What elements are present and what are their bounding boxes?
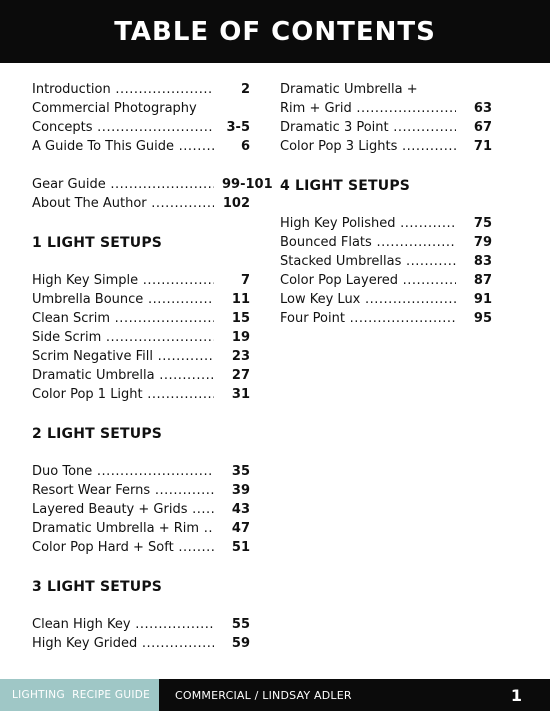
toc-entry-title: Dramatic 3 Point ..... [280,118,456,137]
toc-entry-title: Resort Wear Ferns ..... [32,481,214,500]
toc-entry-page: 43 [231,502,250,517]
toc-entry[interactable] [32,462,250,481]
toc-entry-title: Clean High Key ..... [32,615,214,634]
spacer [280,156,492,175]
spacer [32,213,250,232]
toc-entry-title: Introduction ..... [32,80,214,99]
toc-entry[interactable] [32,99,250,118]
toc-entry[interactable] [32,194,250,213]
guide-label: LIGHTING RECIPE GUIDE [12,689,151,701]
toc-entry[interactable] [32,137,250,156]
toc-entry-title: Dramatic Umbrella + Rim ..... [32,519,214,538]
toc-entry-page: 23 [231,349,250,364]
toc-entry-title: A Guide To This Guide ..... [32,137,214,156]
toc-entry[interactable] [280,214,492,233]
page-header [0,0,550,63]
spacer [32,156,250,175]
toc-entry[interactable] [32,500,250,519]
toc-entry-page: 102 [222,196,250,211]
toc-entry-title: Clean Scrim ..... [32,309,214,328]
toc-entry[interactable] [32,615,250,634]
toc-entry-page: 99-101 [222,177,273,192]
page-number: 1 [510,685,522,705]
toc-entry-page: 47 [231,521,250,536]
toc-entry-title: Commercial Photography [32,101,197,116]
toc-entry-title: Color Pop Layered ..... [280,271,456,290]
toc-entry[interactable] [32,481,250,500]
toc-entry-title: Color Pop Hard + Soft ..... [32,538,214,557]
toc-entry[interactable] [32,118,250,137]
toc-entry-title: Gear Guide ..... [32,175,214,194]
toc-entry-title: Bounced Flats ..... [280,233,456,252]
toc-entry-page: 67 [473,120,492,135]
toc-entry-title: Color Pop 1 Light ..... [32,385,214,404]
toc-entry[interactable] [32,366,250,385]
section-heading-2-light: 2 LIGHT SETUPS [32,426,163,442]
section-heading-4-light: 4 LIGHT SETUPS [280,178,411,194]
toc-entry-page: 11 [231,292,250,307]
guide-badge [0,679,159,711]
toc-entry-title: Four Point ..... [280,309,456,328]
toc-entry-page: 7 [240,273,250,288]
toc-entry-page: 55 [231,617,250,632]
toc-entry[interactable] [32,175,273,194]
toc-entry-page: 51 [231,540,250,555]
toc-entry-title: Low Key Lux ..... [280,290,456,309]
toc-entry[interactable] [32,538,250,557]
toc-entry-title: Dramatic Umbrella + [280,82,418,97]
toc-entry-title: Layered Beauty + Grids ..... [32,500,214,519]
page-footer [0,679,550,711]
toc-right-column [280,80,492,328]
toc-entry[interactable] [32,328,250,347]
section-heading-1-light: 1 LIGHT SETUPS [32,235,163,251]
toc-entry-title: High Key Polished ..... [280,214,456,233]
toc-entry-title: Duo Tone ..... [32,462,214,481]
toc-entry-page: 87 [473,273,492,288]
toc-entry-page: 3-5 [226,120,250,135]
section-heading-3-light: 3 LIGHT SETUPS [32,579,163,595]
toc-entry-page: 91 [473,292,492,307]
spacer [32,557,250,576]
toc-entry[interactable] [280,80,492,99]
toc-entry-title: High Key Simple ..... [32,271,214,290]
footer-credit: COMMERCIAL / LINDSAY ADLER [175,688,352,702]
toc-entry[interactable] [32,347,250,366]
toc-entry-title: About The Author ..... [32,194,214,213]
toc-entry-page: 59 [231,636,250,651]
toc-entry[interactable] [32,80,250,99]
toc-entry[interactable] [280,271,492,290]
toc-entry-page: 39 [231,483,250,498]
toc-entry-page: 71 [473,139,492,154]
toc-entry-title: Umbrella Bounce ..... [32,290,214,309]
toc-entry-page: 75 [473,216,492,231]
toc-entry[interactable] [32,519,250,538]
toc-entry-title: Concepts ..... [32,118,214,137]
spacer [32,404,250,423]
toc-entry-page: 63 [473,101,492,116]
toc-entry[interactable] [32,634,250,653]
page-title: TABLE OF CONTENTS [114,16,436,47]
toc-entry[interactable] [280,290,492,309]
toc-entry-page: 6 [240,139,250,154]
toc-entry[interactable] [32,385,250,404]
toc-entry-page: 27 [231,368,250,383]
toc-entry-title: High Key Grided ..... [32,634,214,653]
toc-entry[interactable] [280,118,492,137]
toc-entry[interactable] [32,290,250,309]
toc-entry-title: Side Scrim ..... [32,328,214,347]
footer-bar [159,679,550,711]
toc-entry-page: 35 [231,464,250,479]
toc-entry-page: 19 [231,330,250,345]
toc-entry-page: 15 [231,311,250,326]
toc-entry[interactable] [280,252,492,271]
toc-entry-page: 83 [473,254,492,269]
toc-left-column [32,80,273,653]
toc-entry-title: Dramatic Umbrella ..... [32,366,214,385]
toc-entry[interactable] [280,99,492,118]
toc-entry[interactable] [280,309,492,328]
toc-entry-page: 31 [231,387,250,402]
toc-entry-page: 95 [473,311,492,326]
toc-entry[interactable] [280,137,492,156]
toc-entry-page: 2 [240,82,250,97]
toc-entry[interactable] [32,271,250,290]
toc-entry[interactable] [32,309,250,328]
toc-entry[interactable] [280,233,492,252]
toc-entry-page: 79 [473,235,492,250]
toc-entry-title: Rim + Grid ..... [280,99,456,118]
toc-entry-title: Stacked Umbrellas ..... [280,252,456,271]
toc-entry-title: Color Pop 3 Lights ..... [280,137,456,156]
toc-entry-title: Scrim Negative Fill ..... [32,347,214,366]
